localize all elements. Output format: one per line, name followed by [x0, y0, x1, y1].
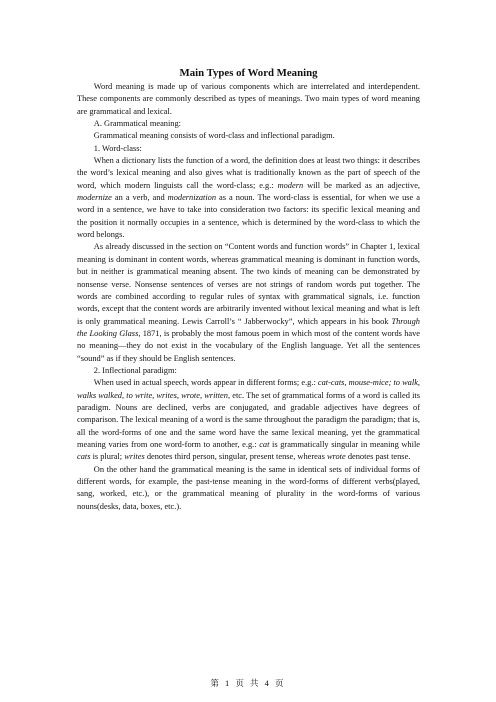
section-heading-grammatical: A. Grammatical meaning: [93, 119, 182, 129]
paradigm-paragraph [77, 377, 420, 463]
text-run: As already discussed in the section on “Content words and function words” in Chapter 1, lexical meaning is dominant in content words, whereas grammatical meaning is dominant in function words, but in neither is grammatical meaning absent. The two kinds of meaning can be demonstrated by nonsense verse. Nonsense sentences of verses are not strings of random words put together. The words are combined according to regular rules of syntax with grammatical signals, i.e. function words, except that the content words are arbitrarily invented without lexical meaning and what is left is only grammatical meaning. Lewis Carroll’s “ Jabberwocky”, which appears in his book [77, 242, 420, 326]
italic-term: modern [277, 180, 304, 190]
lexical-dominance-paragraph [77, 241, 420, 364]
italic-term: modernize [77, 193, 112, 203]
text-run: as a noun. The word-class is essential, for when we use a word in a sentence, we have to take into consideration two factors: its specific lexical meaning and the position it normally occupies in a sentence, which is determined by the word-class to which the word belongs. [77, 193, 420, 240]
italic-examples: cat-cats, mouse-mice; to walk, walks walked, to write, writes, wrote, written [77, 378, 421, 400]
intro-paragraph: Word meaning is made up of various components which are interrelated and interdependent. These components are commonly described as types of meanings. Two main types of word meaning are grammatical and lexical. [77, 82, 420, 116]
text-run: denotes third person, singular, present tense, whereas [144, 452, 327, 462]
word-class-paragraph [77, 155, 420, 241]
text-run: an a verb, and [111, 193, 168, 203]
italic-book-title: Through the Looking Glass [77, 316, 420, 338]
italic-term: cats [77, 452, 91, 462]
document-title: Main Types of Word Meaning [179, 67, 318, 79]
text-run: will be marked as an adjective, [303, 180, 420, 190]
identical-sets-paragraph: On the other hand the grammatical meaning is the same in identical sets of individual forms of different words, for example, the past-tense meaning in the word-forms of different verbs(played, sang, worked, etc.), or the grammatical meaning of plurality in the word-forms of various nouns(desks, data, boxes, etc.). [77, 464, 420, 511]
subheading-word-class: 1. Word-class: [93, 143, 142, 153]
text-run: is grammatically singular in meaning while [269, 439, 420, 449]
text-run: When used in actual speech, words appear in different forms; e.g.: [93, 378, 318, 388]
italic-term: modernization [167, 193, 217, 203]
subheading-inflectional-paradigm: 2. Inflectional paradigm: [93, 365, 177, 375]
italic-term: writes [124, 452, 145, 462]
text-run: , etc. The set of grammatical forms of a word is called its paradigm. Nouns are declined, verbs are conjugated, and gradable adjectives have degrees of comparison. The lexical meaning of a word is the same throughout the paradigm the paradigm; that is, all the word-forms of one and the same word have the same lexical meaning, yet the grammatical meaning varies from one word-form to another, e.g.: [77, 390, 420, 449]
text-run: denotes past tense. [345, 452, 411, 462]
text-run: When a dictionary lists the function of a word, the definition does at least two things: it describes the word’s lexical meaning and also gives what is traditionally known as the part of speech of the word, which modern linguists call the word-class; e.g.: [77, 156, 420, 190]
italic-term: cat [259, 439, 270, 449]
italic-term: wrote [326, 452, 346, 462]
grammatical-meaning-paragraph: Grammatical meaning consists of word-class and inflectional paradigm. [93, 131, 335, 141]
text-run: is plural; [90, 452, 125, 462]
page-number-footer: 第 1 页 共 4 页 [210, 678, 286, 688]
text-run: , 1871, is probably the most famous poem in which most of the content words have no meaning—they do not exist in the vocabulary of the English language. Yet all the sentences “sound” as if they should be English sentences. [77, 328, 421, 363]
document-body [77, 66, 420, 513]
